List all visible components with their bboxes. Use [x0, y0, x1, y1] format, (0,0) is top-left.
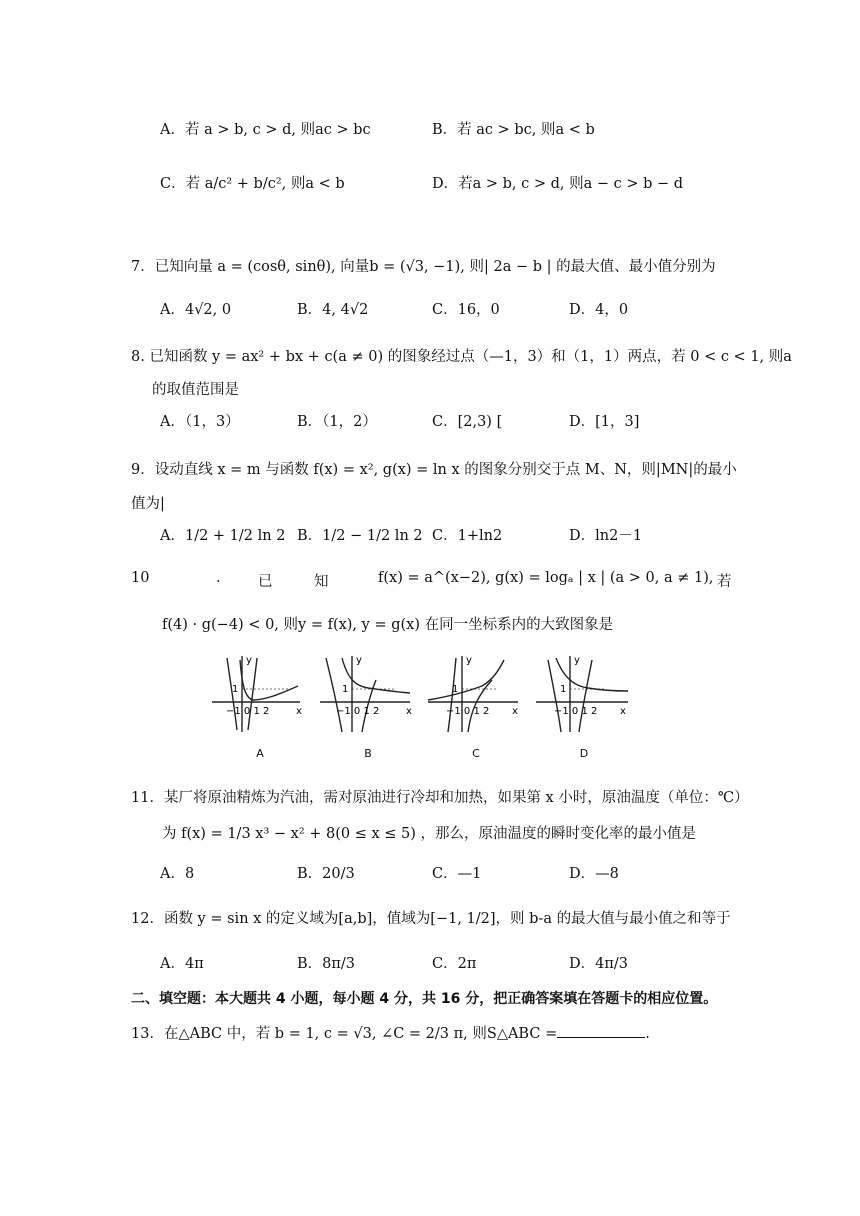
- q8-option-d: D．[1，3]: [569, 414, 640, 430]
- q10-yi: 已: [258, 574, 273, 590]
- q8-stem-continued: 的取值范围是: [152, 382, 239, 398]
- graph-b-y-label: y: [356, 655, 362, 666]
- q6-option-a: A．若 a > b, c > d, 则ac > bc: [160, 122, 371, 138]
- graph-b-plot: [318, 650, 418, 745]
- q10-graph-options: [210, 650, 630, 760]
- q7-option-c: C．16，0: [432, 302, 500, 318]
- q12-option-c: C．2π: [432, 956, 477, 972]
- graph-b-label: B: [364, 747, 372, 760]
- q10-number: 10: [131, 570, 150, 586]
- q12-option-a: A．4π: [160, 956, 204, 972]
- q10-dot: .: [216, 570, 221, 586]
- q8-option-a: A．（1，3）: [160, 414, 240, 430]
- q12-option-b: B．8π/3: [297, 956, 356, 972]
- q6-option-d: D．若a > b, c > d, 则a − c > b − d: [432, 176, 684, 192]
- q9-option-a: A．1/2 + 1/2 ln 2: [160, 528, 286, 544]
- graph-c-y-label: y: [466, 655, 472, 666]
- graph-c-label: C: [472, 747, 480, 760]
- q10-graph-a: [210, 650, 310, 760]
- graph-b-x-label: x: [406, 706, 412, 717]
- q13-line: [131, 1022, 650, 1043]
- graph-a-ticks: −1 0 1 2: [226, 706, 270, 717]
- graph-a-one-label: 1: [232, 684, 239, 695]
- graph-d-x-label: x: [620, 706, 626, 717]
- q11-option-a: A．8: [160, 866, 195, 882]
- q8-option-b: B．（1，2）: [297, 414, 377, 430]
- q7-option-a: A．4√2, 0: [160, 302, 232, 318]
- graph-d-label: D: [579, 747, 589, 760]
- q11-option-c: C．—1: [432, 866, 482, 882]
- section-heading-fill-in: 二、填空题：本大题共 4 小题，每小题 4 分，共 16 分，把正确答案填在答题卡的相应位置。: [131, 991, 718, 1007]
- q7-option-d: D．4，0: [569, 302, 629, 318]
- q10-graph-c: [426, 650, 526, 760]
- graph-a-y-label: y: [246, 655, 252, 666]
- q11-stem-continued: 为 f(x) = 1/3 x³ − x² + 8(0 ≤ x ≤ 5) ，那么，原油温度的瞬时变化率的最小值是: [162, 826, 697, 842]
- q6-option-b: B．若 ac > bc, 则a < b: [432, 122, 595, 138]
- q11-stem: 11．某厂将原油精炼为汽油，需对原油进行冷却和加热，如果第 x 小时，原油温度（单位：℃）: [131, 790, 749, 806]
- q13-stem: 13．在△ABC 中，若 b = 1, c = √3, ∠C = 2/3 π, 则S△ABC =: [131, 1026, 558, 1042]
- graph-a-x-label: x: [296, 706, 302, 717]
- graph-d-one-label: 1: [560, 684, 567, 695]
- graph-d-y-label: y: [574, 655, 580, 666]
- graph-d-ticks: −1 0 1 2: [554, 706, 598, 717]
- q10-graph-d: [534, 650, 634, 760]
- graph-c-x-label: x: [512, 706, 518, 717]
- q13-tail: .: [645, 1026, 650, 1042]
- q10-stem-continued: f(4) · g(−4) < 0, 则y = f(x), y = g(x) 在同一坐标系内的大致图象是: [162, 617, 614, 633]
- q10-zhi: 知: [314, 574, 329, 590]
- q10-formula: f(x) = a^(x−2), g(x) = logₐ | x | (a > 0, a ≠ 1),: [378, 570, 714, 586]
- graph-a-plot: [210, 650, 310, 745]
- graph-c-ticks: −1 0 1 2: [446, 706, 490, 717]
- q11-option-d: D．—8: [569, 866, 619, 882]
- q9-stem-continued: 值为|: [131, 496, 165, 512]
- q13-answer-blank: [557, 1023, 645, 1038]
- q9-option-b: B．1/2 − 1/2 ln 2: [297, 528, 423, 544]
- q10-graph-b: [318, 650, 418, 760]
- q7-stem: 7．已知向量 a = (cosθ, sinθ), 向量b = (√3, −1), 则| 2a − b | 的最大值、最小值分别为: [131, 259, 716, 275]
- q11-option-b: B．20/3: [297, 866, 355, 882]
- graph-b-one-label: 1: [342, 684, 349, 695]
- q8-stem: 8. 已知函数 y = ax² + bx + c(a ≠ 0) 的图象经过点（—1，3）和（1，1）两点，若 0 < c < 1, 则a: [131, 349, 792, 365]
- q9-stem: 9．设动直线 x = m 与函数 f(x) = x², g(x) = ln x 的图象分别交于点 M、N，则|MN|的最小: [131, 462, 737, 478]
- graph-c-one-label: 1: [452, 684, 459, 695]
- graph-d-plot: [534, 650, 634, 745]
- q6-option-c: C．若 a/c² + b/c², 则a < b: [160, 176, 345, 192]
- q12-option-d: D．4π/3: [569, 956, 628, 972]
- q7-option-b: B．4, 4√2: [297, 302, 369, 318]
- q9-option-c: C．1+ln2: [432, 528, 503, 544]
- graph-a-label: A: [256, 747, 264, 760]
- q8-option-c: C．[2,3) [: [432, 414, 503, 430]
- graph-c-plot: [426, 650, 526, 745]
- q12-stem: 12．函数 y = sin x 的定义域为[a,b]，值域为[−1, 1/2]，则 b-a 的最大值与最小值之和等于: [131, 911, 731, 927]
- q10-ruo: 若: [717, 574, 732, 590]
- graph-b-ticks: −1 0 1 2: [336, 706, 380, 717]
- q9-option-d: D．ln2－1: [569, 528, 643, 544]
